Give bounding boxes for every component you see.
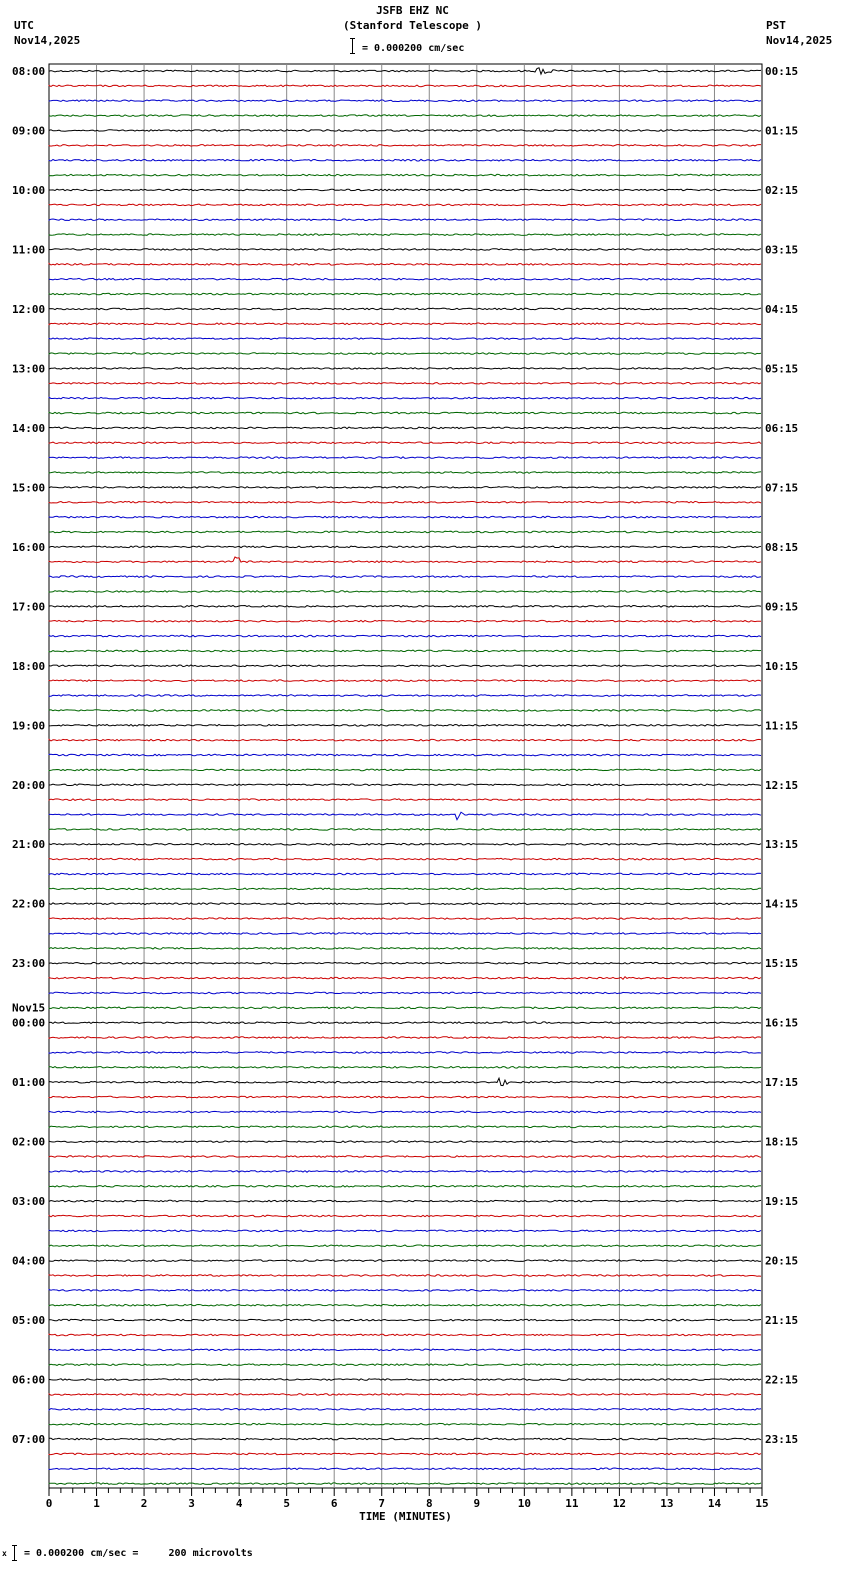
utc-hour-label: 19:00 [12, 719, 46, 733]
trace-row [49, 1022, 761, 1024]
utc-hour-label: 15:00 [12, 481, 46, 495]
pst-hour-label: 11:15 [765, 719, 799, 733]
trace-row [49, 620, 761, 622]
trace-row [49, 591, 761, 593]
utc-hour-label: 00:00 [12, 1016, 46, 1030]
trace-row [49, 1423, 761, 1425]
trace-row [49, 1230, 761, 1232]
trace-row [49, 799, 761, 801]
trace-row [49, 427, 761, 429]
trace-row [49, 1067, 761, 1069]
trace-row [49, 710, 761, 712]
trace-row [49, 293, 761, 295]
trace-row [49, 457, 761, 459]
trace-row [49, 1007, 761, 1009]
pst-hour-label: 10:15 [765, 659, 799, 673]
utc-hour-label: 13:00 [12, 362, 46, 376]
utc-hour-label: 16:00 [12, 540, 46, 554]
utc-hour-label: 10:00 [12, 183, 46, 197]
footer-marker: x [2, 1549, 7, 1558]
trace-row [49, 397, 761, 399]
x-tick-label: 2 [140, 1497, 148, 1510]
trace-row [49, 918, 761, 920]
trace-row [49, 977, 761, 980]
trace-row [49, 1052, 761, 1054]
station-subtitle: (Stanford Telescope ) [342, 19, 483, 32]
x-tick-label: 3 [188, 1497, 195, 1510]
trace-row [49, 557, 761, 563]
trace-row [49, 650, 761, 652]
utc-hour-label: 04:00 [12, 1254, 46, 1268]
trace-row [49, 368, 761, 370]
pst-hour-label: 15:15 [765, 957, 799, 971]
trace-row [49, 1260, 761, 1262]
trace-row [49, 933, 761, 935]
footer-scale-text: = 0.000200 cm/sec = 200 microvolts [24, 1548, 253, 1559]
trace-row [49, 353, 761, 355]
trace-row [49, 903, 761, 905]
trace-row [49, 1349, 761, 1351]
trace-row [49, 1409, 761, 1411]
trace-row [49, 1334, 761, 1336]
trace-row [49, 725, 761, 727]
trace-row [49, 1096, 761, 1098]
pst-hour-label: 06:15 [765, 421, 799, 435]
trace-row [49, 1319, 761, 1321]
trace-row [49, 1394, 761, 1396]
utc-hour-label: 21:00 [12, 838, 46, 852]
pst-hour-label: 18:15 [765, 1135, 799, 1149]
utc-hour-label: 14:00 [12, 421, 46, 435]
trace-row [49, 130, 761, 132]
trace-row [49, 308, 761, 310]
pst-hour-label: 01:15 [765, 124, 799, 138]
pst-hour-label: 20:15 [765, 1254, 799, 1268]
utc-hour-label: 03:00 [12, 1195, 46, 1209]
pst-hour-label: 23:15 [765, 1433, 799, 1447]
trace-row [49, 1156, 761, 1158]
trace-row [49, 843, 761, 845]
utc-hour-label: 18:00 [12, 659, 46, 673]
trace-row [49, 829, 761, 831]
trace-row [49, 1290, 761, 1292]
trace-row [49, 665, 761, 667]
x-tick-label: 10 [517, 1497, 531, 1510]
utc-hour-label: 08:00 [12, 65, 46, 78]
trace-row [49, 769, 761, 771]
trace-row [49, 606, 761, 608]
pst-hour-label: 16:15 [765, 1016, 799, 1030]
trace-row [49, 249, 761, 251]
trace-row [49, 784, 761, 786]
trace-row [49, 85, 761, 87]
x-tick-label: 11 [565, 1497, 579, 1510]
x-tick-label: 9 [473, 1497, 481, 1510]
pst-hour-label: 13:15 [765, 838, 799, 852]
utc-hour-label: 01:00 [12, 1076, 46, 1090]
x-tick-label: 12 [612, 1497, 627, 1510]
trace-row [49, 1186, 761, 1188]
utc-hour-label: 02:00 [12, 1135, 46, 1149]
trace-row [49, 962, 761, 964]
trace-row [49, 739, 761, 741]
trace-row [49, 1483, 761, 1485]
x-tick-label: 1 [93, 1497, 100, 1510]
trace-row [49, 174, 761, 176]
pst-hour-label: 02:15 [765, 183, 799, 197]
station-title: JSFB EHZ NC [376, 4, 449, 17]
trace-row [49, 635, 761, 637]
trace-row [49, 442, 761, 444]
x-tick-label: 7 [378, 1497, 386, 1510]
trace-row [49, 1141, 761, 1143]
trace-row [49, 531, 761, 533]
trace-row [49, 1438, 761, 1440]
x-axis-label: TIME (MINUTES) [359, 1510, 452, 1523]
trace-row [49, 1126, 761, 1128]
trace-row [49, 1245, 761, 1247]
trace-row [49, 1468, 761, 1470]
trace-row [49, 858, 761, 860]
trace-row [49, 278, 761, 280]
x-tick-label: 6 [330, 1497, 338, 1510]
trace-row [49, 695, 761, 697]
trace-row [49, 992, 761, 994]
x-tick-label: 15 [755, 1497, 769, 1510]
trace-row [49, 1215, 761, 1217]
trace-row [49, 383, 761, 385]
pst-hour-label: 19:15 [765, 1195, 799, 1209]
trace-row [49, 323, 761, 325]
utc-hour-label: 06:00 [12, 1373, 46, 1387]
trace-row [49, 338, 761, 340]
utc-hour-label: 20:00 [12, 778, 46, 792]
trace-row [49, 546, 761, 548]
trace-row [49, 264, 761, 266]
trace-row [49, 812, 761, 820]
pst-hour-label: 22:15 [765, 1373, 799, 1387]
x-tick-label: 14 [707, 1497, 722, 1510]
pst-hour-label: 21:15 [765, 1314, 799, 1328]
x-tick-label: 5 [283, 1497, 290, 1510]
trace-row [49, 948, 761, 950]
trace-row [49, 1453, 761, 1455]
utc-hour-label: 12:00 [12, 302, 46, 316]
trace-row [49, 204, 761, 206]
trace-row [49, 145, 761, 147]
utc-hour-label: 11:00 [12, 243, 46, 257]
trace-row [49, 234, 761, 236]
x-tick-label: 8 [425, 1497, 433, 1510]
utc-zone-label: UTC [14, 19, 34, 32]
trace-row [49, 412, 761, 414]
pst-hour-label: 12:15 [765, 778, 799, 792]
trace-row [49, 189, 761, 191]
pst-hour-label: 14:15 [765, 897, 799, 911]
trace-row [49, 576, 761, 578]
pst-hour-label: 05:15 [765, 362, 799, 376]
pst-hour-label: 09:15 [765, 600, 799, 614]
pst-hour-label: 07:15 [765, 481, 799, 495]
utc-date-change-label: Nov15 [12, 1001, 46, 1015]
utc-date-label: Nov14,2025 [14, 34, 81, 47]
footer-scale-bar-icon [12, 1545, 17, 1561]
pst-zone-label: PST [766, 19, 786, 32]
trace-row [49, 115, 761, 117]
trace-row [49, 219, 761, 221]
pst-hour-label: 17:15 [765, 1076, 799, 1090]
trace-row [49, 888, 761, 890]
trace-row [49, 1379, 761, 1381]
utc-hour-label: 17:00 [12, 600, 46, 614]
utc-hour-label: 22:00 [12, 897, 46, 911]
trace-row [49, 1037, 761, 1039]
trace-row [49, 68, 761, 74]
utc-hour-label: 07:00 [12, 1433, 46, 1447]
trace-row [49, 516, 761, 518]
trace-row [49, 1364, 761, 1366]
trace-row [49, 873, 761, 875]
pst-hour-label: 03:15 [765, 243, 799, 257]
x-tick-label: 4 [235, 1497, 243, 1510]
trace-row [49, 1275, 761, 1277]
trace-row [49, 472, 761, 474]
pst-hour-label: 08:15 [765, 540, 799, 554]
x-tick-label: 0 [45, 1497, 53, 1510]
trace-row [49, 1304, 761, 1306]
trace-row [49, 1078, 761, 1085]
scale-text: = 0.000200 cm/sec [362, 43, 465, 54]
trace-row [49, 159, 761, 161]
trace-row [49, 1200, 761, 1202]
utc-hour-label: 05:00 [12, 1314, 46, 1328]
pst-date-label: Nov14,2025 [766, 34, 833, 47]
pst-hour-label: 04:15 [765, 302, 799, 316]
trace-row [49, 487, 761, 489]
utc-hour-label: 23:00 [12, 957, 46, 971]
trace-row [49, 1111, 761, 1113]
trace-row [49, 1171, 761, 1173]
trace-row [49, 100, 761, 102]
pst-hour-label: 00:15 [765, 65, 799, 78]
trace-row [49, 754, 761, 756]
utc-hour-label: 09:00 [12, 124, 46, 138]
trace-row [49, 501, 761, 503]
trace-row [49, 680, 761, 682]
x-tick-label: 13 [660, 1497, 674, 1510]
